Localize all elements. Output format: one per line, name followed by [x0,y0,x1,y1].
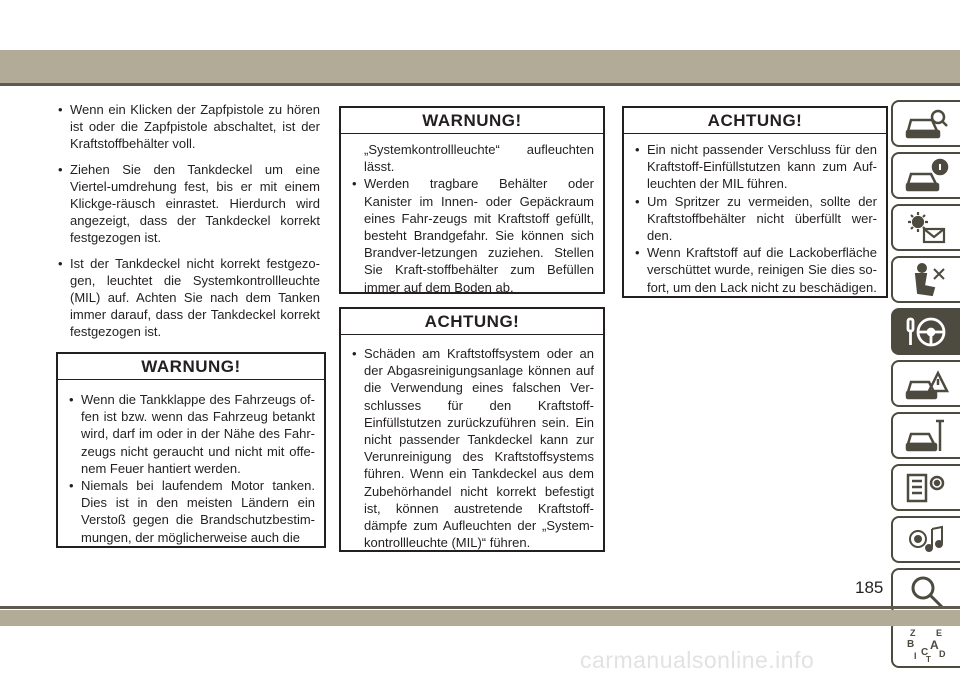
warning-box-middle [339,106,605,294]
list-item: • Wenn ein Klicken der Zapfpistole zu hören ist oder die Zapfpistole abschaltet, ist der Kraftstoffbehälter voll. [58,102,320,152]
car-info-icon [904,157,950,195]
header-rule [0,83,960,86]
page-number: 185 [855,578,884,597]
car-hazard-icon [904,365,950,403]
tab-index-letters[interactable] [891,620,960,668]
steering-wheel-key-icon [904,313,950,351]
header-band [0,50,960,83]
continued-text: „Systemkontrollleuchte“ aufleuchten lässt. [364,142,594,175]
list-item: • Ziehen Sie den Tankdeckel um eine Viertel-umdrehung fest, bis er mit einem Klickge-räusch einrastet. Hierdurch wird angezeigt, dass der Tankdeckel korrekt festgezogen ist. [58,161,320,246]
car-search-icon [904,105,950,143]
tab-starting-operating[interactable] [891,308,960,355]
box-title: ACHTUNG! [624,108,886,134]
svg-text:D: D [938,649,945,659]
tab-specifications[interactable] [891,464,960,511]
chapter-tabs [891,100,960,673]
specifications-gear-icon [904,469,950,507]
tab-car-search[interactable] [891,100,960,147]
tab-service[interactable] [891,412,960,459]
tab-emergency[interactable] [891,360,960,407]
tab-safety[interactable] [891,256,960,303]
list-item: • Um Spritzer zu vermeiden, sollte der Kraftstoffbehälter nicht überfüllt wer-den. [635,193,877,244]
svg-text:A: A [929,638,939,652]
magnifier-icon [904,573,950,611]
list-item: • Niemals bei laufendem Motor tanken. Dies ist in den meisten Ländern ein Verstoß gegen die Brandschutzbestim-mungen, der möglicherweise auch die [69,478,315,545]
left-column [58,101,320,349]
box-title: ACHTUNG! [341,309,603,335]
svg-text:E: E [935,628,942,638]
seat-airbag-icon [904,261,950,299]
caution-box-right [622,106,888,298]
box-title: WARNUNG! [58,354,324,380]
warning-light-message-icon [904,209,950,247]
list-item: • Werden tragbare Behälter oder Kanister im Innen- oder Gepäckraum eines Fahr-zeugs mit Kraftstoff gefüllt, besteht Brandgefahr. Sie können sich Brandver-letzungen zuziehen. Stellen Sie Kraft-stoffbehälter zum Befüllen immer auf dem Boden ab. [352,176,594,295]
warning-box-left [56,352,326,548]
tab-car-info[interactable] [891,152,960,199]
tab-warning-lights[interactable] [891,204,960,251]
svg-text:B: B [906,639,914,650]
caution-box-middle [339,307,605,552]
list-item: • Ein nicht passender Verschluss für den Kraftstoff-Einfüllstutzen kann zum Auf-leuchten der MIL führen. [635,142,877,192]
tab-multimedia[interactable] [891,516,960,563]
svg-text:C: C [920,647,928,658]
car-service-icon [904,417,950,455]
watermark: carmanualsonline.info [580,647,815,673]
list-item: • Schäden am Kraftstoffsystem oder an der Abgasreinigungsanlage können auf die Verwendung eines falschen Ver-schlusses für den Kraftstoff-Einfüllstutzen zurückzuführen sein. Ein nicht passender Tankdeckel kann zur Verunreinigung des Kraftstoffsystems führen. Wenn ein Tankdeckel aus dem Zubehörhandel nicht korrekt befestigt ist, können austretende Kraftstoff-dämpfe zum Aufleuchten der „System-kontrollleuchte (MIL)“ führen. [352,346,594,551]
box-title: WARNUNG! [341,108,603,134]
svg-text:I: I [913,651,917,661]
list-item: • Wenn Kraftstoff auf die Lackoberfläche verschüttet wurde, reinigen Sie dies so-fort, um den Lack nicht zu beschädigen. [635,245,877,295]
list-item: • Wenn die Tankklappe des Fahrzeugs of-fen ist bzw. wenn das Fahrzeug betankt wird, darf im oder in der Nähe des Fahr-zeugs nicht geraucht und nicht mit offe-nem Feuer hantiert werden. [69,392,315,476]
footer-band [0,610,960,626]
alphabet-index-icon [904,625,950,663]
list-item: • Ist der Tankdeckel nicht korrekt festgezo-gen, leuchtet die Systemkontrollleuchte (MIL) auf. Achten Sie nach dem Tanken immer darauf, dass der Tankdeckel korrekt festgezogen ist. [58,255,320,340]
footer-rule [0,606,960,609]
multimedia-icon [904,521,950,559]
svg-text:Z: Z [909,628,915,638]
svg-text:T: T [925,655,931,663]
